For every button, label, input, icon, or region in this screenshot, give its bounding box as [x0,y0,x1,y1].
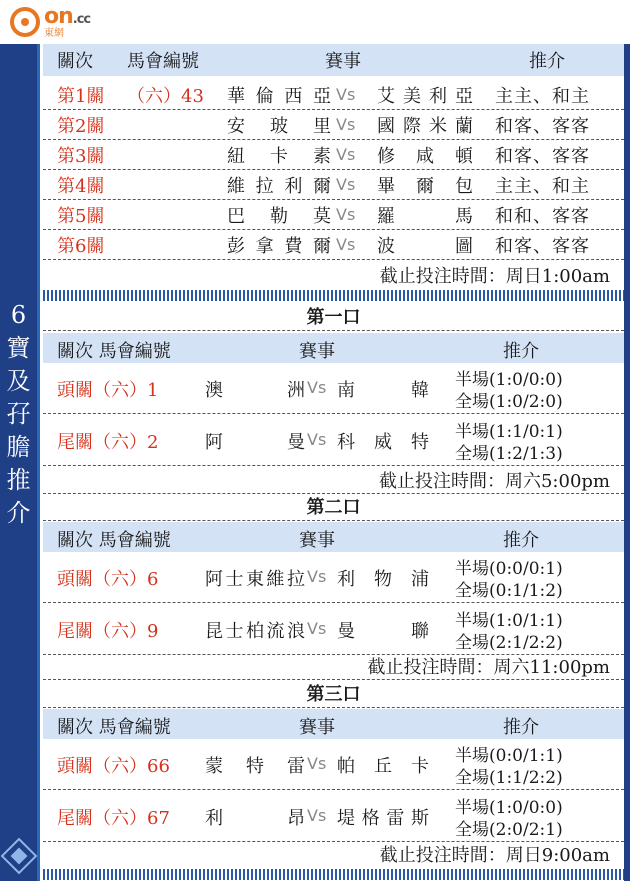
sidebar-title: 6 寶 及 孖 膽 推 介 [6,301,31,527]
six-pack-row: 第1關 （六）43 華倫西亞 Vs 艾美利亞 主主、和主 [43,80,624,110]
double-row: 頭關（六）1 澳洲 Vs 南韓 半場(1:0/0:0) 全場(1:0/2:0) [43,362,624,414]
six-pack-row: 第6關 彭拿費爾 Vs 波圖 和客、客客 [43,230,624,260]
logo-ring-icon [10,7,40,37]
double-row: 尾關（六）67 利昂 Vs 堤格雷斯 半場(1:0/0:0) 全場(2:0/2:1) [43,790,624,842]
header-no: 關次 [57,51,93,72]
header-hk-number: 馬會編號 [127,51,199,72]
deadline-text: 截止投注時間：周日1:00am [379,266,610,287]
sidebar [0,44,40,881]
site-logo[interactable] [10,4,90,40]
six-pack-row: 第4關 維拉利爾 Vs 畢爾包 主主、和主 [43,170,624,200]
logo-main-text: on.cc [44,3,91,29]
six-pack-row: 第2關 安玻里 Vs 國際米蘭 和客、客客 [43,110,624,140]
deadline-text: 截止投注時間：周六11:00pm [43,652,624,680]
right-border [624,44,630,881]
header-match: 賽事 [325,51,361,72]
six-pack-header [43,44,624,76]
separator-band [43,290,624,301]
double-row: 尾關（六）9 昆士柏流浪 Vs 曼聯 半場(1:0/1:1) 全場(2:1/2:2) [43,603,624,655]
deadline-text: 截止投注時間：周日9:00am [379,845,610,866]
header-tip: 推介 [529,51,565,72]
section-title: 第二口 [43,495,624,521]
double-header: 關次 馬會編號 賽事 推介 [43,333,624,363]
section-title: 第一口 [43,305,624,331]
double-row: 頭關（六）6 阿士東維拉 Vs 利物浦 半場(0:0/0:1) 全場(0:1/1:2) [43,551,624,603]
double-row: 尾關（六）2 阿曼 Vs 科威特 半場(1:1/0:1) 全場(1:2/1:3) [43,414,624,466]
double-row: 頭關（六）66 蒙特雷 Vs 帕丘卡 半場(0:0/1:1) 全場(1:1/2:2) [43,738,624,790]
six-pack-row: 第3關 紐卡素 Vs 修咸頓 和客、客客 [43,140,624,170]
double-header: 關次 馬會編號 賽事 推介 [43,522,624,552]
six-pack-row: 第5關 巴勒莫 Vs 羅馬 和和、客客 [43,200,624,230]
diamond-icon [1,838,38,875]
double-header: 關次 馬會編號 賽事 推介 [43,709,624,739]
separator-band [43,869,624,880]
deadline-text: 截止投注時間：周六5:00pm [43,466,624,494]
section-title: 第三口 [43,682,624,708]
logo-sub-text: 東網 [44,27,64,39]
